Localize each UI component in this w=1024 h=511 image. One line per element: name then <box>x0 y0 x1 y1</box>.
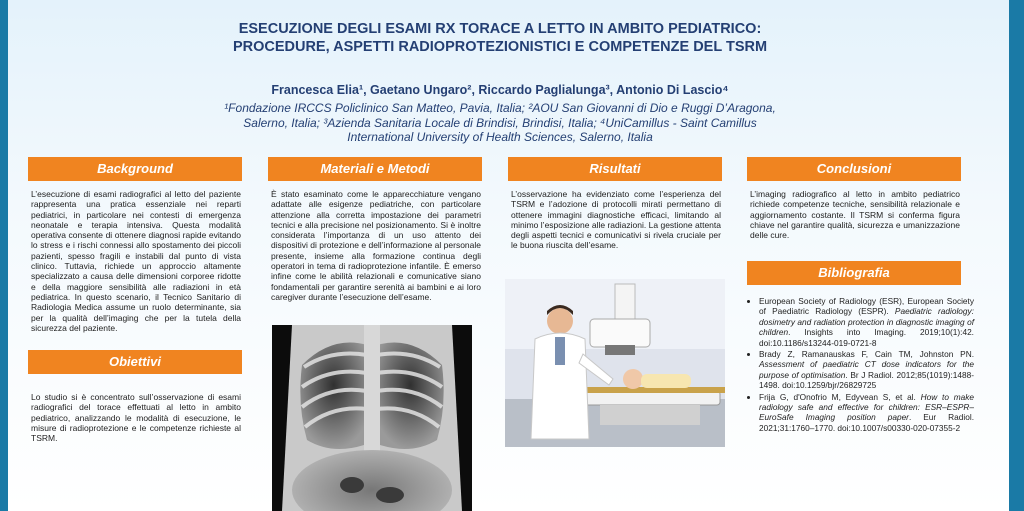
materiali-heading: Materiali e Metodi <box>268 157 482 181</box>
right-border <box>1009 0 1024 511</box>
background-text: L’esecuzione di esami radiografici al letto del paziente rappresenta una pratica essenziale nei reparti pediatrici, in particolare nei contesti di emergenza neonatale e terapia intensiva. Questa modalità operativa consente di ottenere diagnosi rapide evitando lo stress e i rischi connessi allo spostamento dei piccoli pazienti, spesso fragili e instabili dal punto di vista clinico. Tuttavia, richiede un approccio altamente specializzato a causa delle dimensioni corporee ridotte e della maggiore sensibilità alle radiazioni in età pediatrica. In questo scenario, il Tecnico Sanitario di Radiologia Medica assume un ruolo determinante, sia per la qualità dell’imaging che per la tutela della sicurezza del paziente. <box>31 189 241 333</box>
risultati-heading: Risultati <box>508 157 722 181</box>
background-heading: Background <box>28 157 242 181</box>
chest-xray-image <box>272 325 472 511</box>
affiliations: ¹Fondazione IRCCS Policlinico San Matteo, Pavia, Italia; ²AOU San Giovanni di Dio e Ruggi D’Aragona, Salerno, Italia; ³Azienda Sanitaria Locale di Brindisi, Brindisi, Italia; ⁴UniCamillus - Saint Camillus International University of Health Sciences, Salerno, Italia <box>224 101 776 144</box>
conclusioni-heading: Conclusioni <box>747 157 961 181</box>
conclusioni-text: L’imaging radiografico al letto in ambito pediatrico richiede competenze tecniche, sensibilità relazionale e aggiornamento costante. Il TSRM si conferma figura chiave nel garantire qualità, sicurezza e umanizzazione delle cure. <box>750 189 960 241</box>
radiology-room-photo <box>505 279 725 447</box>
obiettivi-heading: Obiettivi <box>28 350 242 374</box>
authors: Francesca Elia¹, Gaetano Ungaro², Riccardo Paglialunga³, Antonio Di Lascio⁴ <box>271 83 729 97</box>
risultati-text: L’osservazione ha evidenziato come l’esperienza del TSRM e l’adozione di protocolli mirati permettano di ottenere immagini diagnostiche efficaci, limitando al minimo l’esposizione alle radiazioni. La gestione attenta degli aspetti tecnici e comunicativi si rivela cruciale per le buona riuscita dell’esame. <box>511 189 721 251</box>
poster-title: ESECUZIONE DEGLI ESAMI RX TORACE A LETTO IN AMBITO PEDIATRICO: PROCEDURE, ASPETTI RADIOPROTEZIONISTICI E COMPETENZE DEL TSRM <box>232 21 768 55</box>
materiali-text: È stato esaminato come le apparecchiature vengano adattate alle esigenze pediatriche, con particolare attenzione alla corretta impostazione dei parametri tecnici e alla precisione nel posizionamento. Si è inoltre considerata l’importanza di un uso attento dei dispositivi di protezione e dell’informazione al personale presente, insieme alla formazione continua degli operatori in tema di radioprotezione infantile. È emerso infine come le abilità relazionali e comunicative siano fondamentali per garantire serenità ai bambini e ai loro caregiver durante l’esecuzione dell’esame. <box>271 189 481 302</box>
obiettivi-text: Lo studio si è concentrato sull’osservazione di esami radiografici del torace effettuati al letto in ambito pediatrico, analizzando le modalità di esecuzione, le misure di radioprotezione e le competenze richieste al TSRM. <box>31 392 241 444</box>
left-border <box>0 0 8 511</box>
reference-item: • European Society of Radiology (ESR), European Society of Paediatric Radiology (ESPR). Paediatric radiology: dosimetry and radiation protection in diagnostic imaging of children. Insights into Imaging. 2019;10(1):42. doi:10.1186/s13244-019-0721-8 <box>759 296 974 348</box>
bibliography-list <box>745 296 974 434</box>
reference-item: • Brady Z, Ramanauskas F, Cain TM, Johnston PN. Assessment of paediatric CT dose indicators for the purpose of optimisation. Br J Radiol. 2012;85(1019):1488-1498. doi:10.1259/bjr/26829725 <box>759 349 974 391</box>
reference-item: • Frija G, d'Onofrio M, Edyvean S, et al. How to make radiology safe and effective for children: ESR–ESPR–EuroSafe Imaging position paper. Eur Radiol. 2021;31:1760–1770. doi:10.1007/s00330-020-07355-2 <box>759 392 974 434</box>
bibliografia-heading: Bibliografia <box>747 261 961 285</box>
